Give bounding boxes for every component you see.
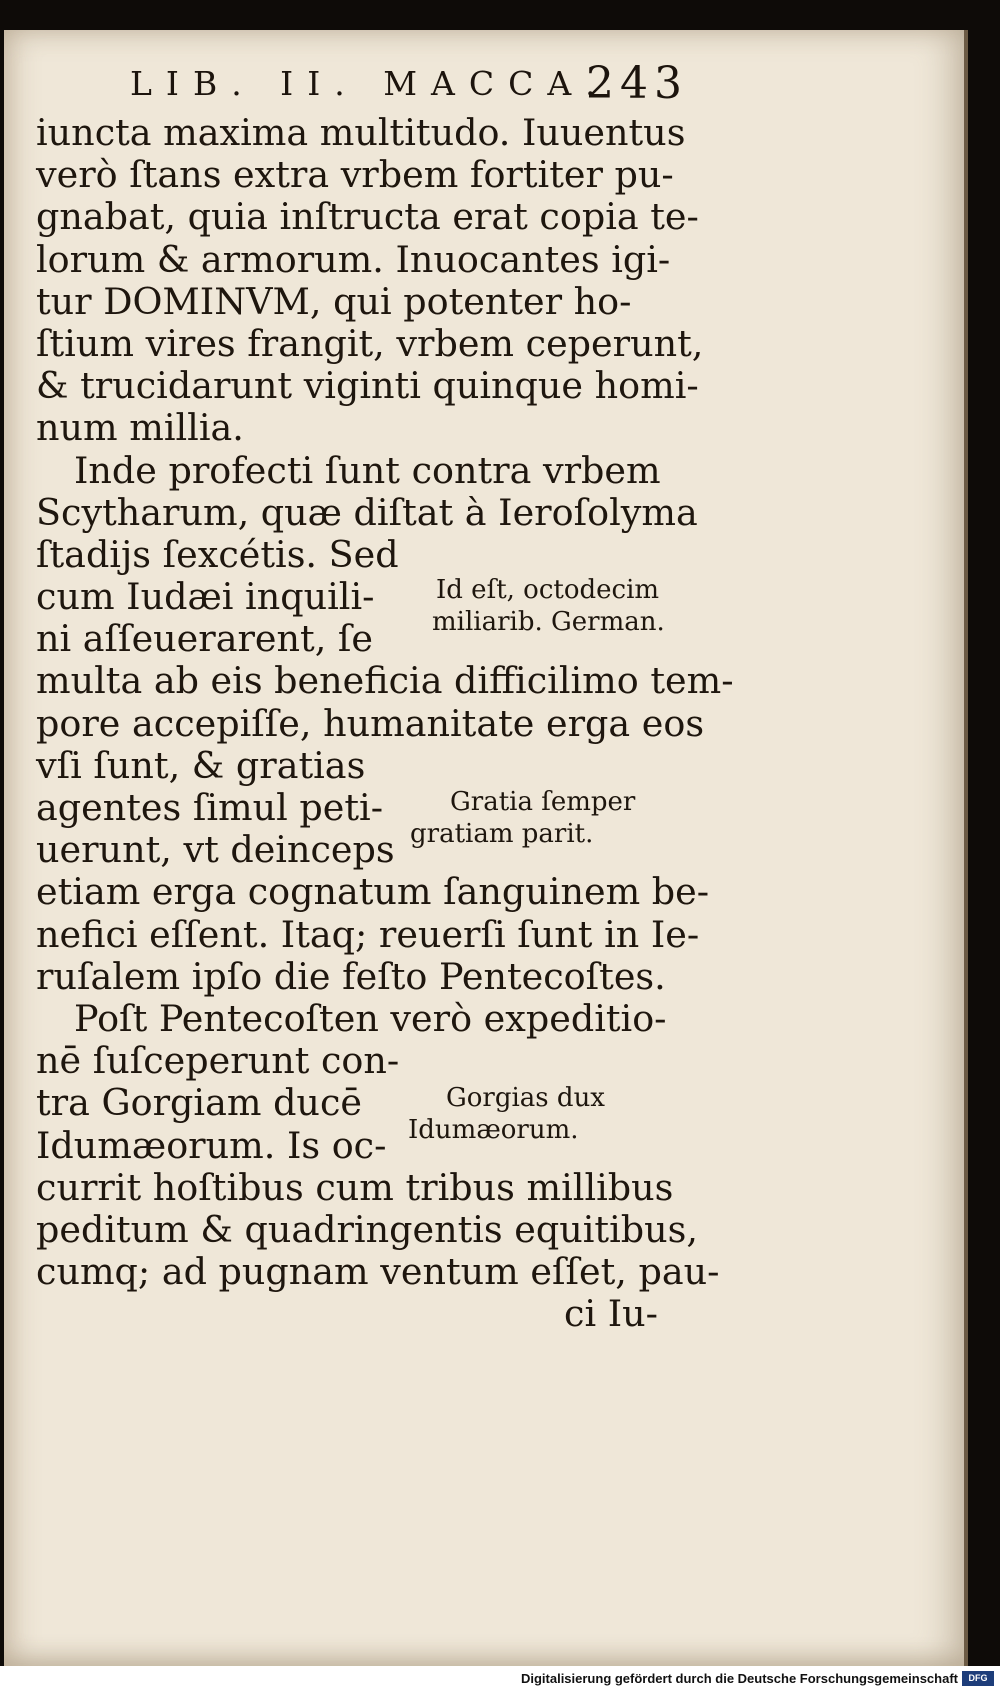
text-line: etiam erga cognatum ſanguinem be- <box>36 870 710 914</box>
text-line: ſtium vires frangit, vrbem ceperunt, <box>36 321 704 365</box>
catchword: ci Iu- <box>564 1292 658 1336</box>
note-line: Id eſt, octodecim <box>436 575 660 605</box>
text-line: tra Gorgiam ducē <box>36 1081 362 1125</box>
text-line: Idumæorum. Is oc- <box>36 1123 387 1167</box>
text-line: nē ſuſceperunt con- <box>36 1039 400 1083</box>
text-line: iuncta maxima multitudo. Iuuentus <box>36 111 686 154</box>
dfg-logo-icon: DFG <box>962 1671 994 1686</box>
text-line: currit hoſtibus cum tribus millibus <box>36 1165 674 1209</box>
text-line: nefici eſſent. Itaq; reuerſi ſunt in Ie- <box>36 912 700 956</box>
text-line: & trucidarunt viginti quinque homi- <box>36 364 699 408</box>
text-line: peditum & quadringentis equitibus, <box>36 1207 698 1251</box>
text-line: verò ſtans extra vrbem fortiter pu- <box>36 153 674 197</box>
note-line: gratiam parit. <box>410 819 594 849</box>
text-line: agentes ſimul peti- <box>36 786 384 829</box>
note-line: Idumæorum. <box>408 1115 579 1145</box>
text-line: ni aſſeuerarent, ſe <box>36 617 374 661</box>
marginal-note <box>432 574 665 638</box>
text-line: vſi ſunt, & gratias <box>36 743 366 787</box>
text-line: ruſalem ipſo die feſto Pentecoſtes. <box>36 954 666 998</box>
text-line: multa ab eis beneficia difficilimo tem- <box>36 659 734 703</box>
digitization-footer <box>0 1666 1000 1692</box>
running-head: LIB. II. MACCA. <box>130 64 610 103</box>
marginal-note <box>410 786 635 850</box>
text-line: cumq; ad pugnam ventum eſſet, pau- <box>36 1250 720 1294</box>
body-text <box>36 111 734 1336</box>
note-line: Gorgias dux <box>446 1083 605 1113</box>
funding-credit: Digitalisierung gefördert durch die Deutsche Forschungsgemeinschaft <box>520 1671 958 1686</box>
text-line: Scytharum, quæ diſtat à Ieroſolyma <box>36 490 698 534</box>
marginal-note <box>408 1082 605 1146</box>
note-line: miliarib. German. <box>432 607 665 637</box>
text-line: uerunt, vt deinceps <box>36 828 395 872</box>
text-line: ſtadijs ſexcétis. Sed <box>36 532 399 576</box>
text-line: num millia. <box>36 406 244 450</box>
text-line: Poſt Pentecoſten verò expeditio- <box>74 996 667 1040</box>
note-line: Gratia ſemper <box>450 787 636 817</box>
page-edge <box>964 30 968 1666</box>
text-line: cum Iudæi inquili- <box>36 575 375 619</box>
text-line: tur DOMINVM, qui potenter ho- <box>36 279 632 323</box>
page-number: 243 <box>586 58 688 109</box>
text-line: gnabat, quia inſtructa erat copia te- <box>36 195 699 239</box>
text-line: pore accepiſſe, humanitate erga eos <box>36 701 705 745</box>
text-line: lorum & armorum. Inuocantes igi- <box>36 237 671 281</box>
text-line: Inde profecti ſunt contra vrbem <box>74 448 661 492</box>
